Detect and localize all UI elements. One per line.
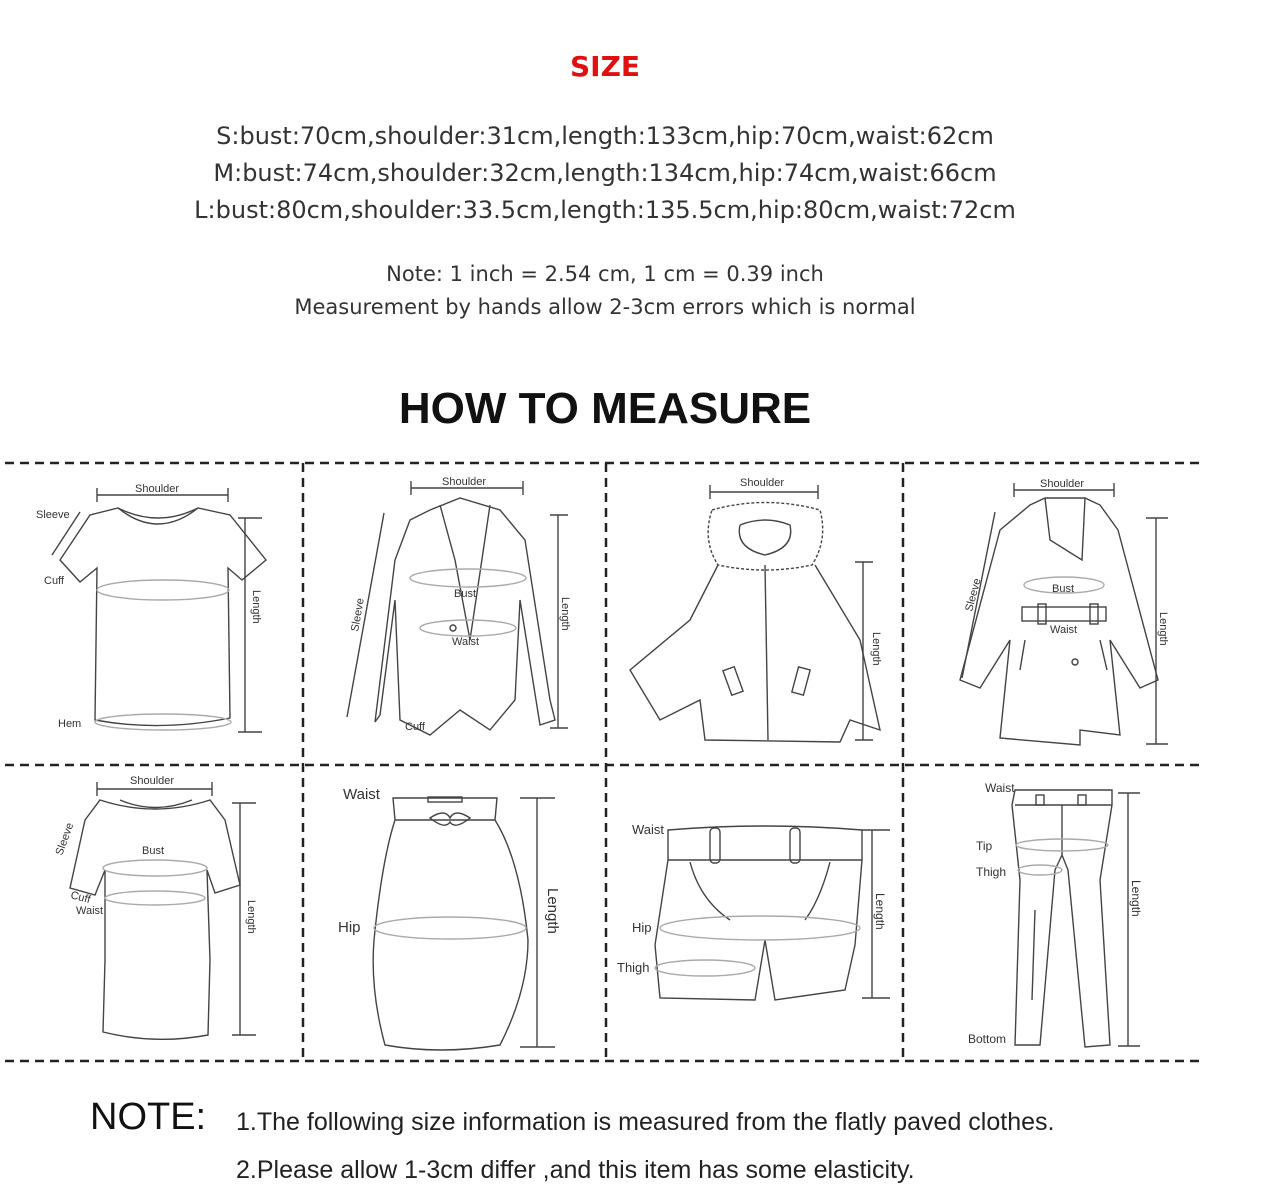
cape-length-label: Length xyxy=(870,632,882,666)
cape-diagram xyxy=(630,485,880,742)
skirt-hip-label: Hip xyxy=(338,919,361,936)
note-item-2: 2.Please allow 1-3cm differ ,and this item has some elasticity. xyxy=(236,1156,915,1184)
shorts-length-label: Length xyxy=(873,893,887,930)
belted-coat-diagram xyxy=(960,483,1168,745)
trousers-length-label: Length xyxy=(1129,880,1143,917)
tshirt-hem-label: Hem xyxy=(58,718,82,730)
blazer-sleeve-label: Sleeve xyxy=(349,597,367,633)
shorts-waist-label: Waist xyxy=(632,822,665,837)
blazer-cuff-label: Cuff xyxy=(405,721,425,733)
tshirt-cuff-label: Cuff xyxy=(44,575,64,587)
tshirt-diagram xyxy=(52,488,266,732)
blazer-bust-label: Bust xyxy=(454,588,477,600)
dress-cuff-label: Cuff xyxy=(69,889,92,907)
dress-bust-label: Bust xyxy=(142,845,165,857)
grid-dashed-lines xyxy=(5,463,1205,1061)
blazer-waist-label: Waist xyxy=(452,636,480,648)
note-item-1: 1.The following size information is measured from the flatly paved clothes. xyxy=(236,1108,1055,1136)
blazer-length-label: Length xyxy=(559,597,571,631)
dress-sleeve-label: Sleeve xyxy=(53,821,77,858)
coat-shoulder-label: Shoulder xyxy=(1040,478,1085,490)
dress-shoulder-label: Shoulder xyxy=(130,775,175,787)
trousers-bottom-label: Bottom xyxy=(968,1032,1007,1046)
blazer-shoulder-label: Shoulder xyxy=(442,476,487,488)
size-m-line: M:bust:74cm,shoulder:32cm,length:134cm,hip:74cm,waist:66cm xyxy=(213,159,997,187)
skirt-diagram xyxy=(373,797,555,1050)
size-s-line: S:bust:70cm,shoulder:31cm,length:133cm,hip:70cm,waist:62cm xyxy=(216,122,994,150)
tshirt-length-label: Length xyxy=(250,590,262,624)
coat-length-label: Length xyxy=(1157,612,1169,646)
shorts-diagram xyxy=(655,826,890,1000)
size-title: SIZE xyxy=(569,50,640,83)
dress-length-label: Length xyxy=(245,900,257,934)
trousers-waist-label: Waist xyxy=(985,781,1015,795)
coat-waist-label: Waist xyxy=(1050,624,1078,636)
trousers-diagram xyxy=(1012,790,1140,1047)
tshirt-shoulder-label: Shoulder xyxy=(135,483,180,495)
size-l-line: L:bust:80cm,shoulder:33.5cm,length:135.5cm,hip:80cm,waist:72cm xyxy=(194,196,1016,224)
skirt-waist-label: Waist xyxy=(343,786,380,803)
note-heading: NOTE: xyxy=(90,1096,207,1138)
shorts-thigh-label: Thigh xyxy=(617,960,650,975)
error-note: Measurement by hands allow 2-3cm errors which is normal xyxy=(294,295,916,319)
dress-waist-label: Waist xyxy=(76,905,104,917)
skirt-length-label: Length xyxy=(544,888,561,934)
cape-shoulder-label: Shoulder xyxy=(740,477,785,489)
blazer-diagram xyxy=(347,481,568,735)
how-to-measure-title: HOW TO MEASURE xyxy=(398,384,812,433)
shorts-hip-label: Hip xyxy=(632,920,652,935)
coat-bust-label: Bust xyxy=(1052,583,1075,595)
trousers-thigh-label: Thigh xyxy=(976,865,1007,879)
coat-sleeve-label: Sleeve xyxy=(963,577,984,613)
tshirt-sleeve-label: Sleeve xyxy=(36,509,70,521)
conversion-note: Note: 1 inch = 2.54 cm, 1 cm = 0.39 inch xyxy=(386,262,824,286)
trousers-tip-label: Tip xyxy=(976,839,993,853)
